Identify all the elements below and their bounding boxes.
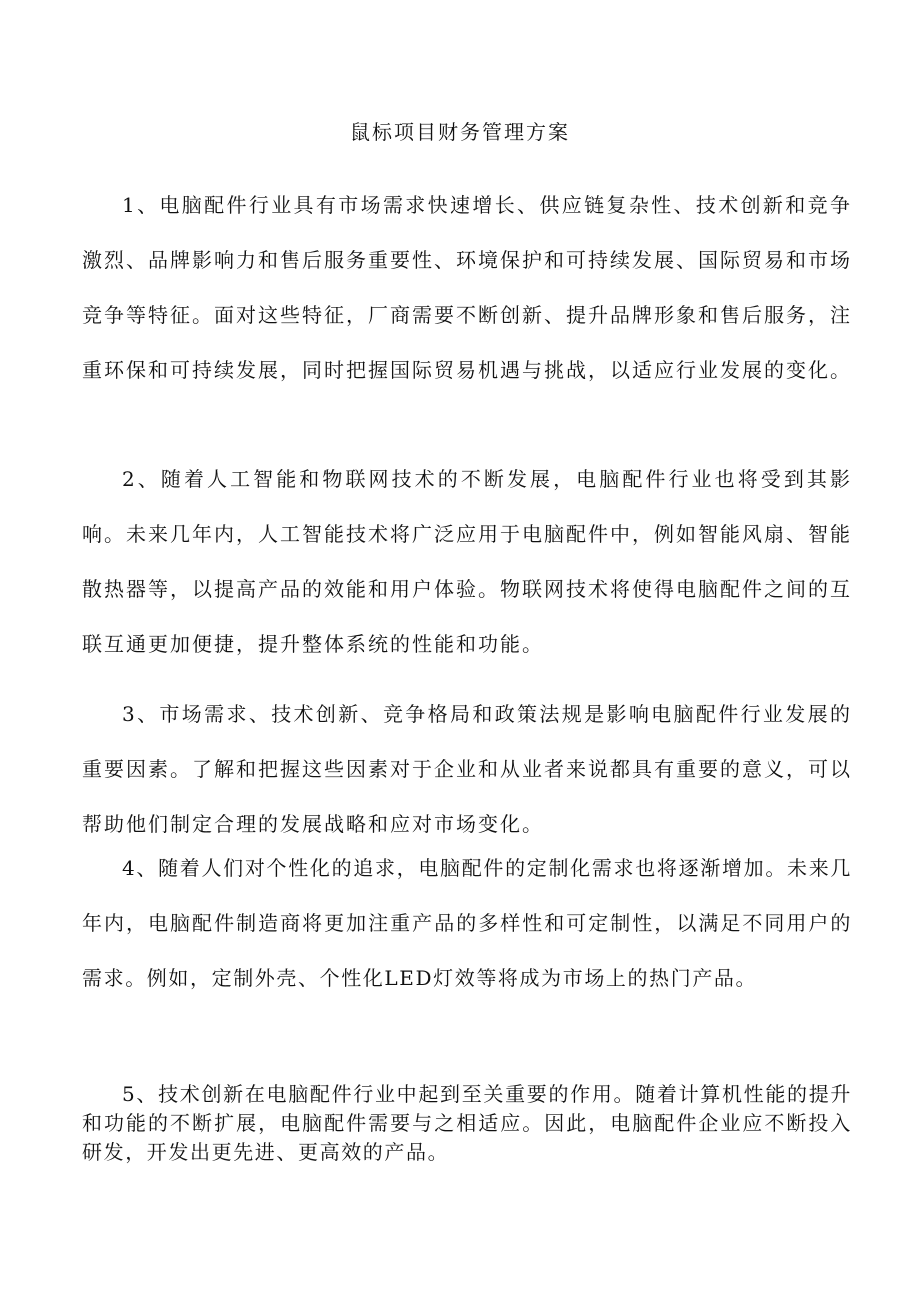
paragraph-3: 3、市场需求、技术创新、竞争格局和政策法规是影响电脑配件行业发展的重要因素。了解和把握这些因素对于企业和从业者来说都具有重要的意义，可以帮助他们制定合理的发展战略和应对市场变化。 xyxy=(82,702,852,836)
paragraph-4: 4、随着人们对个性化的追求，电脑配件的定制化需求也将逐渐增加。未来几年内，电脑配件制造商将更加注重产品的多样性和可定制性，以满足不同用户的需求。例如，定制外壳、个性化LED灯效等将成为市场上的热门产品。 xyxy=(82,856,852,990)
document-title: 鼠标项目财务管理方案 xyxy=(350,120,570,144)
paragraph-2: 2、随着人工智能和物联网技术的不断发展，电脑配件行业也将受到其影响。未来几年内，人工智能技术将广泛应用于电脑配件中，例如智能风扇、智能散热器等，以提高产品的效能和用户体验。物联网技术将使得电脑配件之间的互联互通更加便捷，提升整体系统的性能和功能。 xyxy=(82,467,852,656)
paragraph-5: 5、技术创新在电脑配件行业中起到至关重要的作用。随着计算机性能的提升和功能的不断扩展，电脑配件需要与之相适应。因此，电脑配件企业应不断投入研发，开发出更先进、更高效的产品。 xyxy=(82,1082,852,1164)
paragraph-1: 1、电脑配件行业具有市场需求快速增长、供应链复杂性、技术创新和竞争激烈、品牌影响力和售后服务重要性、环境保护和可持续发展、国际贸易和市场竞争等特征。面对这些特征，厂商需要不断创新、提升品牌形象和售后服务，注重环保和可持续发展，同时把握国际贸易机遇与挑战，以适应行业发展的变化。 xyxy=(82,193,852,382)
